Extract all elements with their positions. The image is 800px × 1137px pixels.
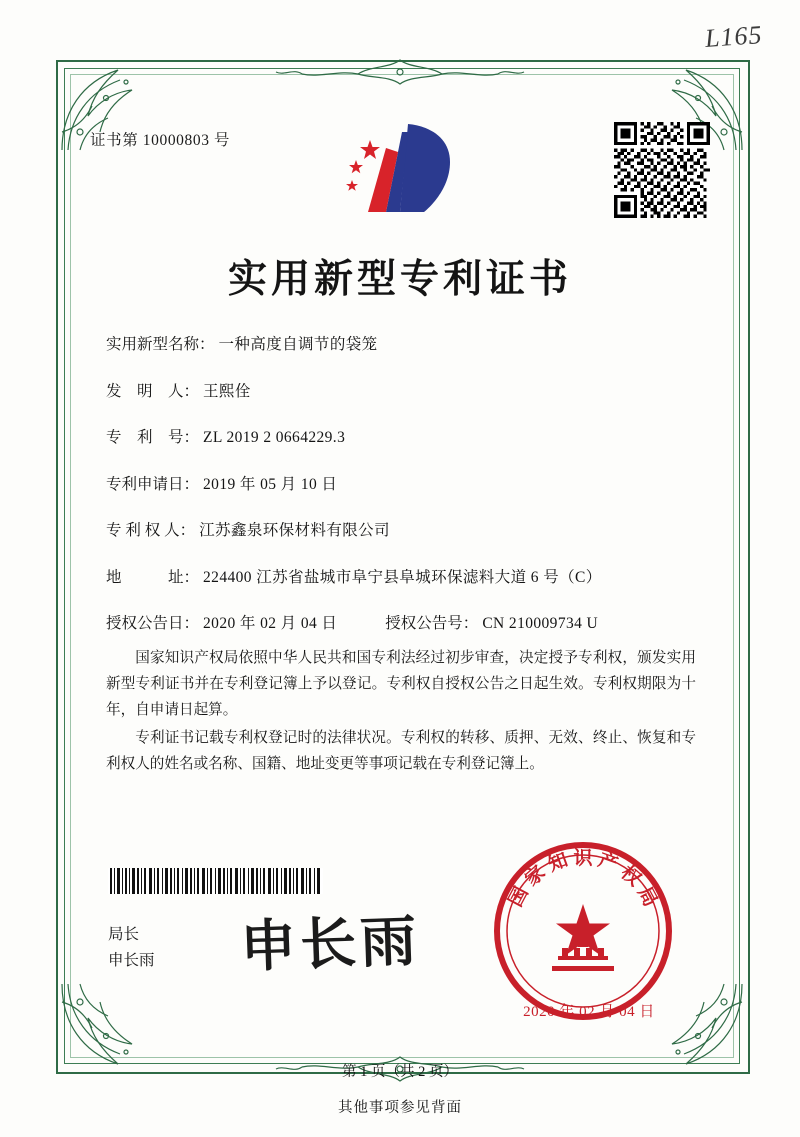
director-signature: 申长雨 — [239, 907, 422, 981]
top-ornament-icon — [250, 56, 550, 90]
barcode — [108, 868, 323, 894]
field-label: 专 利 号： — [106, 429, 200, 446]
director-title-label: 局长 — [108, 926, 140, 943]
field-value: 王熙佺 — [203, 382, 251, 400]
field-value-grant-number: CN 210009734 U — [482, 615, 599, 632]
handwritten-annotation: L165 — [703, 20, 763, 53]
footer-note: 其他事项参见背面 — [338, 1100, 462, 1116]
field-value: 224400 江苏省盐城市阜宁县阜城环保滤料大道 6 号（C） — [203, 568, 602, 586]
field-value: 2019 年 05 月 10 日 — [203, 475, 338, 493]
seal-date: 2020 年 02 月 04 日 — [523, 1004, 655, 1020]
qr-code — [614, 122, 710, 218]
field-label: 地 址： — [106, 568, 200, 586]
field-label: 专利申请日： — [106, 475, 200, 493]
svg-text:家: 家 — [520, 861, 550, 891]
paragraph-2: 专利证书记载专利权登记时的法律状况。专利权的转移、质押、无效、终止、恢复和专利权人的姓名或名称、国籍、地址变更等事项记载在专利登记簿上。 — [106, 730, 696, 772]
field-row-inventor — [106, 379, 706, 401]
field-row-address — [106, 565, 706, 587]
certificate-content — [90, 100, 710, 1080]
official-seal — [490, 838, 676, 1024]
page-number: 第 1 页（共 2 页） — [342, 1064, 458, 1080]
field-value: 江苏鑫泉环保材料有限公司 — [199, 522, 390, 539]
field-row-utility-model-name — [106, 332, 706, 354]
field-label: 专 利 权 人： — [106, 522, 196, 539]
cnipa-logo-icon — [338, 118, 468, 218]
page-title: 实用新型专利证书 — [227, 256, 572, 302]
paragraph-1: 国家知识产权局依照中华人民共和国专利法经过初步审查，决定授予专利权，颁发实用新型专利证书并在专利登记簿上予以登记。专利权自授权公告之日起生效。专利权期限为十年，自申请日起算。 — [106, 650, 696, 718]
svg-text:识: 识 — [573, 847, 593, 869]
svg-text:局: 局 — [633, 883, 662, 911]
field-value: 一种高度自调节的袋笼 — [218, 336, 378, 353]
field-list — [106, 332, 706, 658]
field-row-application-date — [106, 472, 706, 494]
director-block — [108, 922, 155, 974]
field-row-patentee — [106, 518, 706, 540]
field-label: 实用新型名称： — [106, 336, 215, 353]
svg-text:产: 产 — [595, 848, 621, 876]
svg-text:知: 知 — [545, 848, 571, 876]
svg-text:国: 国 — [504, 883, 533, 911]
legal-text — [106, 645, 696, 779]
field-label-grant-date: 授权公告日： — [106, 615, 200, 632]
svg-text:权: 权 — [616, 861, 646, 891]
field-label-grant-number: 授权公告号： — [385, 615, 479, 632]
field-value-grant-date: 2020 年 02 月 04 日 — [203, 615, 338, 632]
field-row-patent-number — [106, 425, 706, 447]
field-row-grant-announcement — [106, 611, 706, 633]
certificate-number: 证书第 10000803 号 — [90, 132, 231, 149]
field-label: 发 明 人： — [106, 382, 200, 400]
director-name: 申长雨 — [108, 952, 155, 969]
field-value: ZL 2019 2 0664229.3 — [203, 429, 346, 446]
